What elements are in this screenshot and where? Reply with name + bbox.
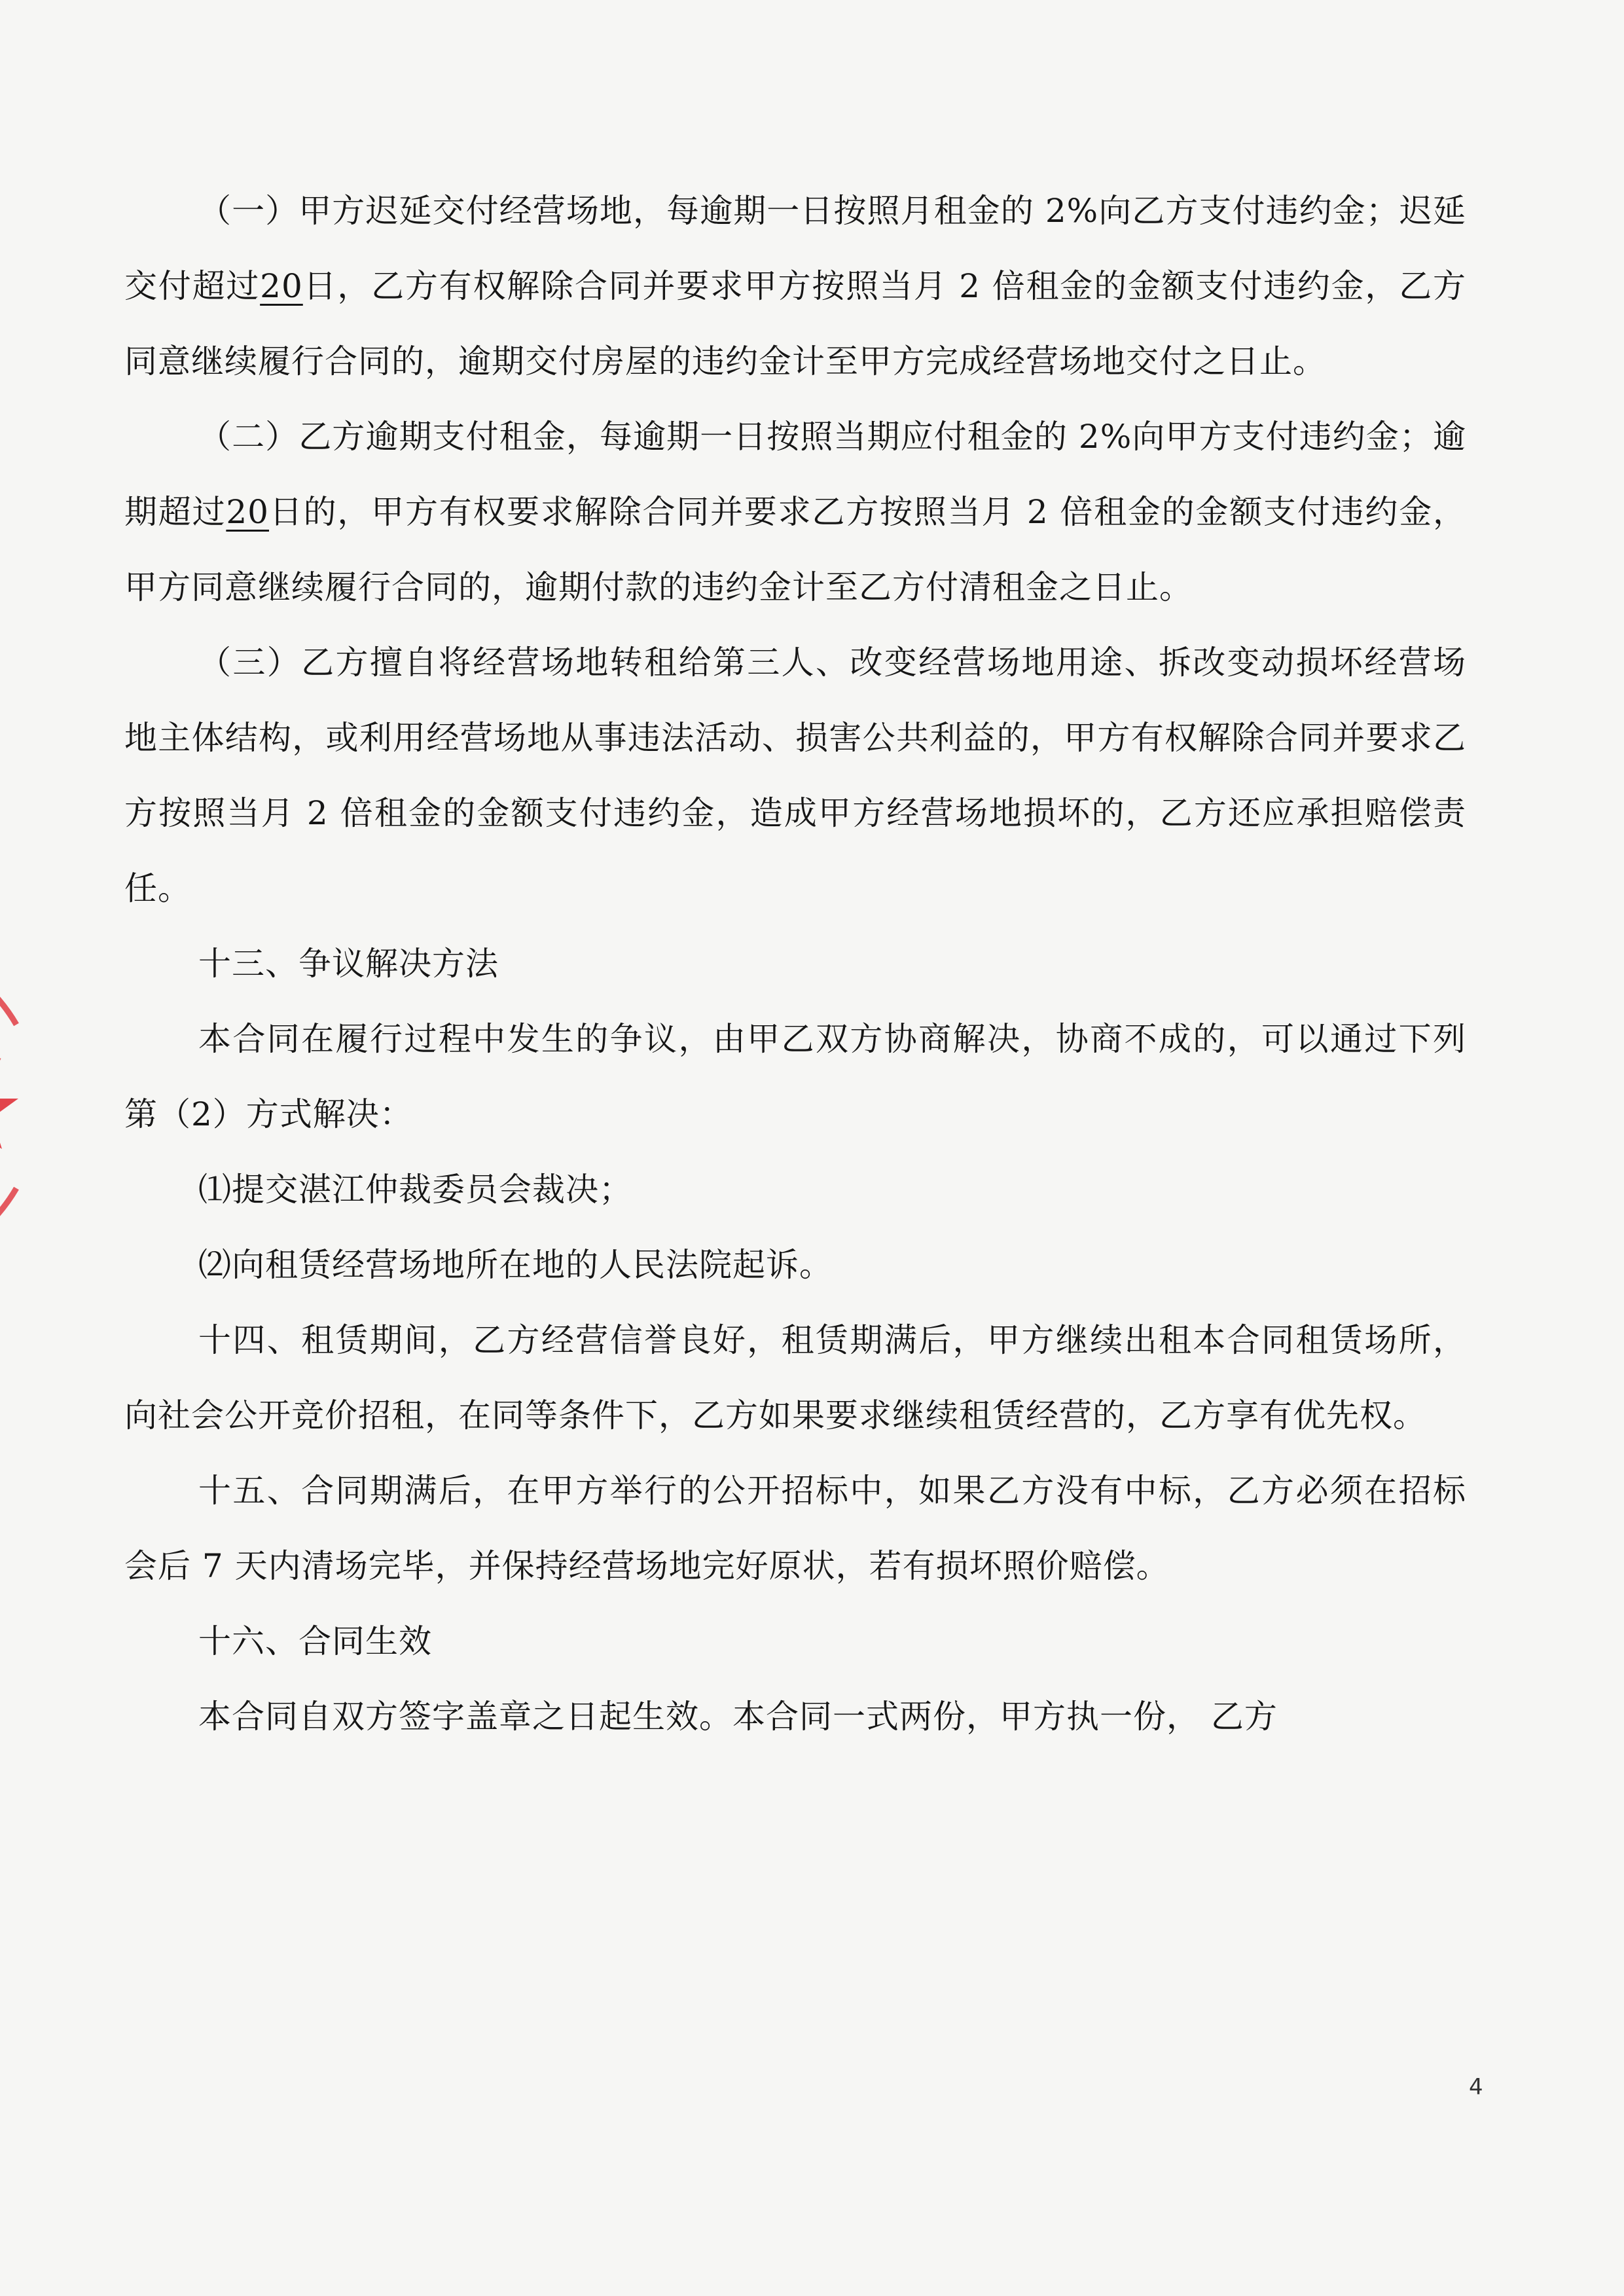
contract-text: [124, 173, 1466, 1755]
section-13-option-2: ⑵向租赁经营场地所在地的人民法院起诉。: [198, 1246, 833, 1284]
seal-star-icon: [0, 1067, 18, 1149]
section-16-body: 本合同自双方签字盖章之日起生效。本合同一式两份，甲方执一份， 乙方: [198, 1698, 1278, 1736]
section-13-heading: 十三、争议解决方法: [198, 945, 499, 983]
overdue-days-blank: 20: [260, 267, 303, 305]
section-13-option-1: ⑴提交湛江仲裁委员会裁决；: [198, 1171, 632, 1209]
section-16-heading: 十六、合同生效: [198, 1622, 432, 1660]
clause-3: （三）乙方擅自将经营场地转租给第三人、改变经营场地用途、拆改变动损坏经营场地主体结构，或利用经营场地从事违法活动、损害公共利益的，甲方有权解除合同并要求乙方按照当月 2 倍租金的金额支付违约金，造成甲方经营场地损坏的，乙方还应承担赔偿责任。: [124, 644, 1466, 907]
section-14: 十四、租赁期间，乙方经营信誉良好，租赁期满后，甲方继续出租本合同租赁场所，向社会公开竞价招租，在同等条件下，乙方如果要求继续租赁经营的，乙方享有优先权。: [124, 1321, 1466, 1434]
page-number: 4: [1469, 2074, 1483, 2100]
section-13-body: 本合同在履行过程中发生的争议，由甲乙双方协商解决，协商不成的，可以通过下列第（2）方式解决：: [124, 1020, 1466, 1133]
clause-2: （二）乙方逾期支付租金，每逾期一日按照当期应付租金的 2%向甲方支付违约金；逾期超过20日的，甲方有权要求解除合同并要求乙方按照当月 2 倍租金的金额支付违约金，甲方同意继续履行合同的，逾期付款的违约金计至乙方付清租金之日止。: [124, 418, 1466, 606]
clause-1: （一）甲方迟延交付经营场地，每逾期一日按照月租金的 2%向乙方支付违约金；迟延交付超过20日，乙方有权解除合同并要求甲方按照当月 2 倍租金的金额支付违约金，乙方同意继续履行合同的，逾期交付房屋的违约金计至甲方完成经营场地交付之日止。: [124, 192, 1466, 380]
red-seal-stamp: [0, 910, 118, 1303]
section-15: 十五、合同期满后，在甲方举行的公开招标中，如果乙方没有中标，乙方必须在招标会后 7 天内清场完毕，并保持经营场地完好原状，若有损坏照价赔偿。: [124, 1472, 1466, 1585]
overdue-days-blank: 20: [226, 493, 269, 531]
